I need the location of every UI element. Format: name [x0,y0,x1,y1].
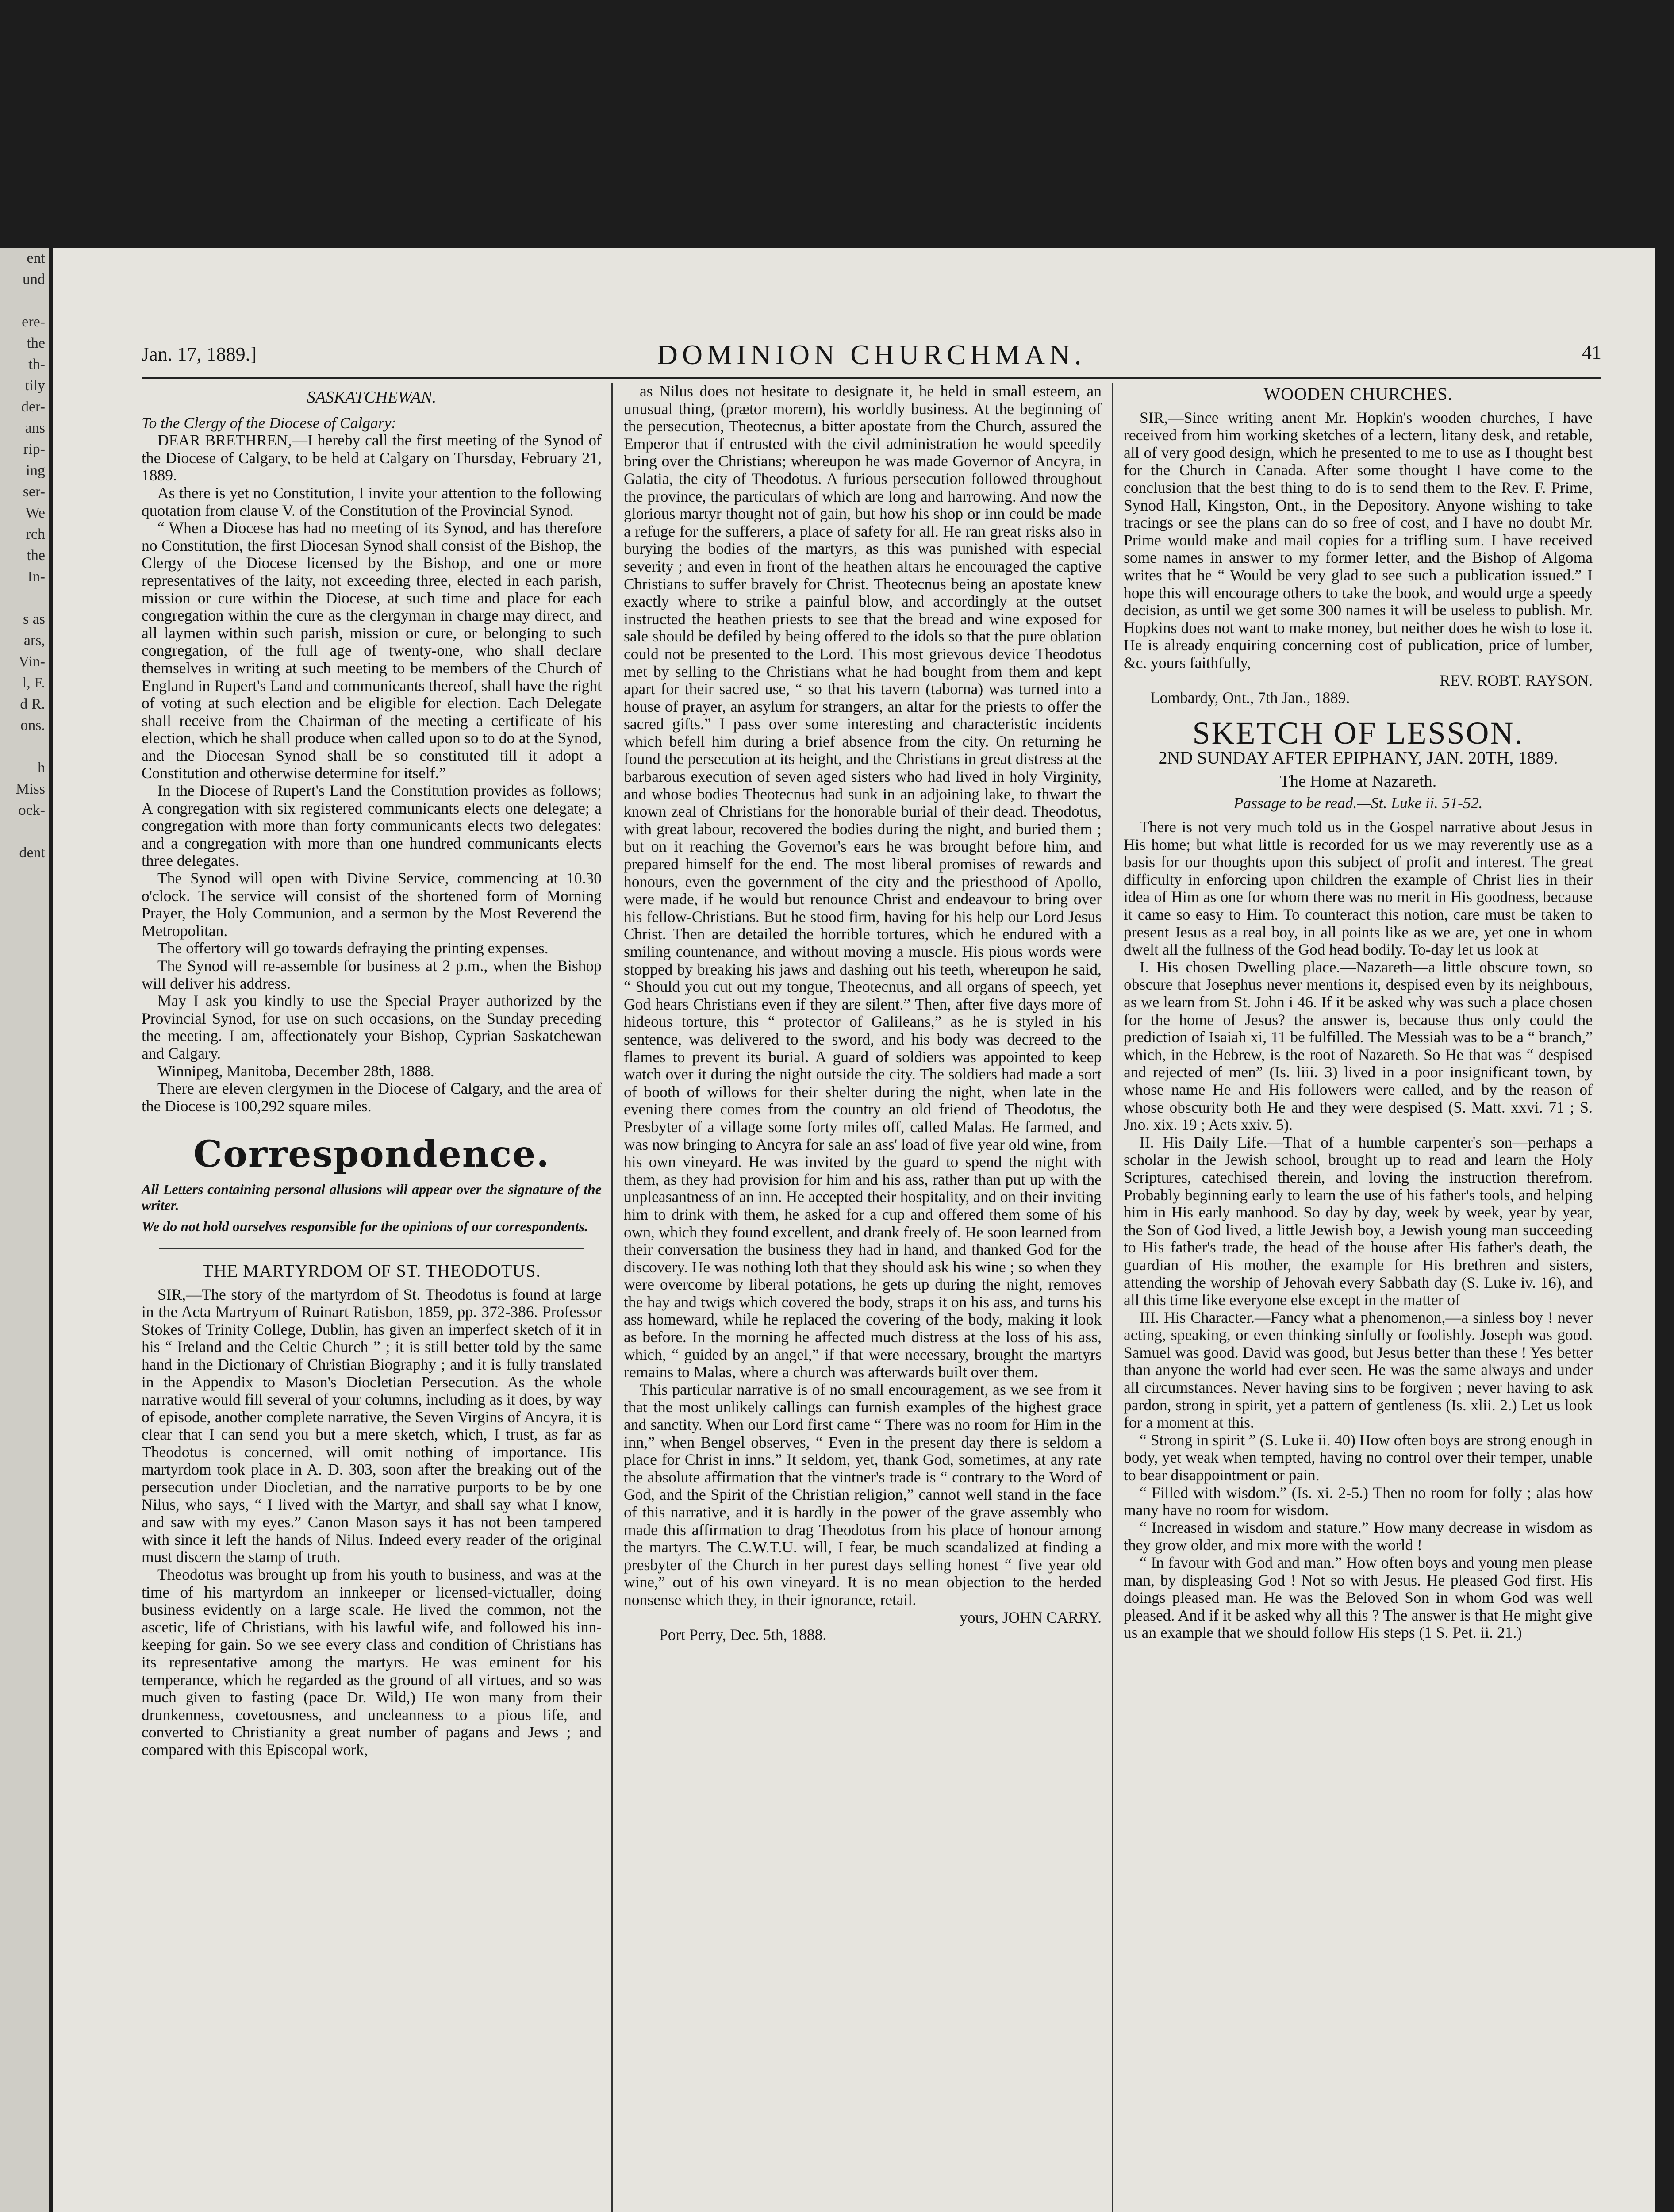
paragraph: In the Diocese of Rupert's Land the Constitution provides as follows; A congregation with six registered communicants elects one delegate; a congregation with more than forty communicants elects two delegates: and a congregation with more than one hundred communicants elects three delegates. [142,782,602,870]
paragraph: “ When a Diocese has had no meeting of its Synod, and has therefore no Constitution, the first Diocesan Synod shall consist of the Bishop, the Clergy of the Diocese licensed by the Bishop, and one or more representatives of the laity, not exceeding three, elected in each parish, mission or cure within the Diocese, at such time and place for each congregation within the cure as the clergyman in charge may direct, and all laymen within such parish, mission or cure, or belonging to such congregation, of the full age of twenty-one, who shall declare themselves in writing at such meeting to be members of the Church of England in Rupert's Land and communicants thereof, shall have the right of voting at such election and be eligible for election. Each Delegate shall receive from the Chairman of the meeting a certificate of his election, which he shall produce when called upon so to do at the Synod, and the Diocesan Synod shall be so constituted till it adopt a Constitution and otherwise determine for itself.” [142,519,602,782]
lesson-title: The Home at Nazareth. [1279,772,1437,791]
column-divider [1112,383,1113,2212]
martyrdom-article-continued [624,383,1102,1609]
paragraph: “ Filled with wisdom.” (Is. xi. 2-5.) Then no room for folly ; alas how many have no room for wisdom. [1124,1483,1593,1519]
wooden-churches-heading: WOODEN CHURCHES. [1263,384,1453,404]
margin-fragment: s as [23,611,45,627]
margin-fragment [0,821,49,842]
paragraph: Winnipeg, Manitoba, December 28th, 1888. [157,1062,434,1080]
martyrdom-article [142,1286,602,1759]
margin-fragment: tily [25,377,45,394]
paragraph: “ Increased in wisdom and stature.” How many decrease in wisdom as they grow older, and mix more with the world ! [1124,1518,1593,1554]
margin-fragment: the [27,335,45,351]
page-number: 41 [1582,342,1601,363]
column-3 [1124,383,1593,1642]
margin-fragment: Miss [15,781,45,797]
section-heading-saskatchewan: SASKATCHEWAN. [307,388,437,407]
margin-fragment [0,588,49,609]
lesson-body [1124,818,1593,1642]
masthead-title: DOMINION CHURCHMAN. [657,339,1086,370]
wooden-churches-letter [1124,409,1593,672]
column-2 [624,383,1102,1644]
paragraph: SIR,—Since writing anent Mr. Hopkin's wooden churches, I have received from him working sketches of a lectern, litany desk, and retable, all of very good design, which he presented to me to use as I thought best for the Church in Canada. After some thought I have come to the conclusion that the best thing to do is to send them to the Rev. F. Prime, Synod Hall, Kingston, Ont., in the Depository. Anyone wishing to take tracings or see the plans can do so free of cost, and I have no doubt Mr. Prime would make and mail copies for a trifling sum. I have received some names in answer to my former letter, and the Bishop of Algoma writes that he “ Would be very glad to see such a publication issued.” I hope this will encourage others to take the book, and would urge a speedy decision, as until we get some 300 names it will be useless to publish. Mr. Hopkins does not want to make money, but neither does he wish to lose it. He is already enquiring concerning cost of publication, price of lumber, &c. yours faithfully, [1124,408,1593,672]
paragraph: There is not very much told us in the Gospel narrative about Jesus in His home; but what little is recorded for us we may reverently use as a basis for our thoughts upon this subject of profit and interest. The great difficulty in enforcing upon children the example of Christ lies in their idea of Him as one for whom there was no merit in His goodness, because it came so easy to Him. To counteract this notion, care must be taken to present Jesus as a real boy, in all points like as we are, yet one in whom dwelt all the fullness of the God head bodily. To-day let us look at [1124,818,1593,959]
margin-fragment: ock- [18,802,45,818]
dateline: Port Perry, Dec. 5th, 1888. [659,1626,827,1644]
margin-fragment: We [25,505,45,521]
margin-fragment: th- [28,356,45,373]
signature: yours, JOHN CARRY. [960,1608,1102,1626]
martyrdom-heading: THE MARTYRDOM OF ST. THEODOTUS. [202,1260,541,1281]
margin-fragment: ars, [23,632,45,649]
paragraph: III. His Character.—Fancy what a phenomenon,—a sinless boy ! never acting, speaking, or even thinking sinfully or foolishly. Joseph was good. Samuel was good. David was good, but Jesus better than these ! Yes better than anyone the world had ever seen. He was the same always and under all circumstances. Never having sins to be forgiven ; never having to ask pardon, strong in spirit, yet a pattern of gentleness (Is. xlii. 2.) Let us look for a moment at this. [1124,1308,1593,1432]
correspondence-notice: All Letters containing personal allusions will appear over the signature of the writer. [142,1181,602,1213]
paragraph: This particular narrative is of no small encouragement, as we see from it that the most unlikely callings can furnish examples of the highest grace and sanctity. When our Lord first came “ There was no room for Him in the inn,” when Bengel observes, “ Even in the present day there is seldom a place for Christ in inns.” It seldom, yet, thank God, sometimes, at any rate the absolute affirmation that the vintner's trade is “ contrary to the Word of God, and the Spirit of the Christian religion,” cannot well stand in the face of this narrative, and it is hardly in the power of the grave assembly who made this affirmation to drag Theodotus from his place of honour among the martyrs. The C.W.T.U. will, I fear, be much scandalized at finding a presbyter of the Church in her purest days selling honest “ five year old wine,” out of his own vineyard. It is no mean objection to the herded nonsense which they, in their ignorance, retail. [624,1380,1102,1609]
paragraph: The Synod will open with Divine Service, commencing at 10.30 o'clock. The service will consist of the shortened form of Morning Prayer, the Holy Communion, and a sermon by the Most Reverend the Metropolitan. [142,869,602,940]
adjacent-page-margin [0,248,49,2212]
margin-fragment: dent [19,845,45,861]
paragraph: SIR,—The story of the martyrdom of St. Theodotus is found at large in the Acta Martryum of Ruinart Ratisbon, 1859, pp. 372-386. Professor Stokes of Trinity College, Dublin, has given an imperfect sketch of it in his “ Ireland and the Celtic Church ” ; it is still better told by the same hand in the Dictionary of Christian Biography ; and it is fully translated in the Appendix to Mason's Diocletian Persecution. As the whole narrative would fill several of your columns, including as it does, by way of episode, another complete narrative, the Seven Virgins of Ancyra, it is clear that I can send you but a mere sketch, which, I trust, as far as Theodotus is concerned, will omit nothing of importance. His martyrdom took place in A. D. 303, soon after the breaking out of the persecution under Diocletian, and the narrative purports to be by one Nilus, who says, “ I lived with the Martyr, and shall say what I know, and saw with my eyes.” Canon Mason says it has not been tampered with since it left the hands of Nilus. Indeed every reader of the original must discern the stamp of truth. [142,1285,602,1566]
paragraph: as Nilus does not hesitate to designate it, he held in small esteem, an unusual thing, (prætor morem), his worldly business. At the beginning of the persecution, Theotecnus, a bitter apostate from the Church, assured the Emperor that if entrusted with the civil administration he would speedily bring over the Christians; whereupon he was made Governor of Ancyra, in Galatia, the city of Theodotus. A furious persecution followed throughout the province, the particulars of which are long and harrowing. And now the glorious martyr thought not of gain, but how his shop or inn could be made a refuge for the sufferers, a place of safety for all. He ran great risks also in burying the bodies of the martyrs, as this was punished with especial severity ; and even in front of the heathen altars he encouraged the captive Christians to suffer bravely for Christ. Theotecnus being an apostate knew exactly where to strike a painful blow, and accordingly at the outset instructed the heathen priests to see that the bread and wine exposed for sale should be defiled by being offered to the idols so that the pure oblation could not be presented to the Lord. This most grievous device Theodotus met by selling to the Christians what he had bought from them and kept apart for their sacred use, “ so that his tavern (taborna) was turned into a house of prayer, an asylum for strangers, an altar for the priests to offer the sacred gifts.” I pass over some interesting and characteristic incidents which befell him during a brief absence from the city. On returning he found the persecution at its height, and the Christians in great distress at the barbarous execution of seven aged sisters who had lived in holy Virginity, and whose bodies Theotecnus had sunk in an adjoining lake, to thwart the known zeal of Christians for the honorable burial of their dead. Theodotus, with great labour, recovered the bodies during the night, and buried them ; but on it reaching the Governor's ears he was brought before him, and prepared himself for the end. The most liberal promises of rewards and honours, even the government of the city and the priesthood of Apollo, were made, if he would but renounce Christ and endeavour to bring over his fellow-Christians. But he stood firm, having for his help our Lord Jesus Christ. Then are detailed the horrible tortures, which he endured with a smiling countenance, and without moving a muscle. His pious words were stopped by breaking his jaws and dashing out his teeth, whereupon he said, “ Should you cut out my tongue, Theotecnus, and all organs of speech, yet God hears Christians even if they are silent.” Then, after five days more of hideous torture, this “ protector of Galileans,” as he is styled in his sentence, was delivered to the sword, and his body was decreed to the flames to prevent its burial. A guard of soldiers was appointed to keep watch over it during the night outside the city. The soldiers had made a sort of booth of willows for their shelter during the night, when late in the evening there comes from the country an old friend of Theodotus, the Presbyter of a village some forty miles off, called Malas. He farmed, and was now bringing to Ancyra for sale an ass' load of five year old wine, from his own vineyard. He was invited by the guard to spend the night with them, as they had provision for him and his ass, rather than put up with the unpleasantness of an inn. He accepted their hospitality, and on their inviting him to drink with them, he asked for a cup and offered them some of his own, which they found excellent, and drank freely of. He soon learned from their conversation the business they had in hand, and thanked God for the discovery. He was nothing loth that they should ask his wine ; so when they were overcome by liberal potations, he gets up during the night, removes the hay and twigs which covered the body, straps it on his ass, and turns his ass homeward, while he replaced the covering of the body, making it look as before. In the morning he affected much distress at the loss of his ass, which, “ guided by an angel,” if that were necessary, brought the martyrs remains to Malas, where a church was afterwards built over them. [624,382,1102,1381]
margin-fragment: In- [27,568,45,585]
lesson-subheading: 2ND SUNDAY AFTER EPIPHANY, JAN. 20TH, 1889. [1158,748,1558,768]
column-divider [611,383,613,2212]
dateline: Lombardy, Ont., 7th Jan., 1889. [1150,689,1350,707]
margin-fragment: ser- [23,484,45,500]
column-1 [142,383,602,1759]
margin-fragment: ere- [22,314,45,330]
margin-fragment: d R. [20,696,45,712]
paragraph: The offertory will go towards defraying the printing expenses. [157,939,549,957]
paragraph: Theodotus was brought up from his youth to business, and was at the time of his martyrdom an innkeeper or licensed-victualler, doing business evidently on a large scale. He lived the common, not the ascetic, life of Christians, with his lawful wife, and followed his inn-keeping for gain. So we see every class and condition of Christians has its representative among the martyrs. He was eminent for his temperance, which he regarded as the ground of all virtues, and so was much given to fasting (pace Dr. Wild,) He won many from their drunkenness, covetousness, and uncleanness to a pious life, and converted to Christianity a great number of pagans and Jews ; and compared with this Episcopal work, [142,1566,602,1759]
paragraph: DEAR BRETHREN,—I hereby call the first meeting of the Synod of the Diocese of Calgary, to be held at Calgary on Thursday, February 21, 1889. [142,431,602,484]
margin-fragment: l, F. [22,675,45,691]
margin-fragment: der- [21,399,45,415]
margin-fragment: und [23,271,45,288]
paragraph: II. His Daily Life.—That of a humble carpenter's son—perhaps a scholar in the Jewish school, brought up to read and learn the Holy Scriptures, catechised therein, and loving the instruction therefrom. Probably beginning early to learn the use of his father's tools, and helping him in His early manhood. So day by day, week by week, year by year, the Son of God lived, a little Jewish boy, a Jewish young man succeeding to His father's trade, the head of the house after His father's death, the guardian of His mother, the example for His brethren and sisters, attending the worship of Jehovah every Sabbath day (S. Luke iv. 16), and all this time like everyone else except in the matter of [1124,1133,1593,1309]
margin-fragment [0,290,49,311]
divider [159,1248,584,1249]
margin-fragment: ons. [20,717,45,733]
margin-fragment: ans [25,420,45,436]
paragraph: May I ask you kindly to use the Special Prayer authorized by the Provincial Synod, for use on such occasions, on the Sunday preceding the meeting. I am, affectionately your Bishop, Cyprian Saskatchewan and Calgary. [142,992,602,1062]
paragraph: As there is yet no Constitution, I invite your attention to the following quotation from clause V. of the Constitution of the Provincial Synod. [142,484,602,519]
newspaper-page [53,248,1655,2212]
paragraph: “ In favour with God and man.” How often boys and young men please man, by displeasing God ! Not so with Jesus. He pleased God first. His doings pleased man. He was the Beloved Son in whom God was well pleased. And if it be asked why all this ? The answer is that He might give us an example that we should follow His steps (1 S. Pet. ii. 21.) [1124,1554,1593,1642]
issue-date: Jan. 17, 1889.] [142,343,257,365]
correspondence-notice: We do not hold ourselves responsible for the opinions of our correspondents. [142,1218,588,1234]
lesson-passage: Passage to be read.—St. Luke ii. 51-52. [1233,794,1483,812]
signature: REV. ROBT. RAYSON. [1440,671,1593,689]
sketch-of-lesson-heading: SKETCH OF LESSON. [1192,715,1524,751]
margin-fragment: ing [26,462,45,479]
paragraph: There are eleven clergymen in the Diocese of Calgary, and the area of the Diocese is 100,292 square miles. [142,1079,602,1115]
margin-fragment: rip- [23,441,45,457]
header-rule [142,377,1601,379]
paragraph: The Synod will re-assemble for business at 2 p.m., when the Bishop will deliver his address. [142,957,602,992]
saskatchewan-article [142,432,602,1115]
paragraph: I. His chosen Dwelling place.—Nazareth—a little obscure town, so obscure that Josephus never mentions it, despised even by its neighbours, as we learn from St. John i 46. If it be asked why was such a place chosen for the home of Jesus? the answer is, because thus only could the prediction of Isaiah xi, 11 be fulfilled. The Messiah was to be a “ branch,” which, in the Hebrew, is the root of Nazareth. So He that was “ despised and rejected of men” (Is. liii. 3) lived in a poor insignificant town, by whose name He and His followers were called, and by the reason of whose obscurity both He and they were despised (S. Matt. xxvi. 71 ; S. Jno. xix. 19 ; Acts xxiv. 5). [1124,958,1593,1134]
margin-fragment: rch [26,526,45,542]
correspondence-heading: Correspondence. [193,1133,550,1176]
margin-fragment: Vin- [18,653,45,670]
margin-fragment: h [38,760,45,776]
paragraph: “ Strong in spirit ” (S. Luke ii. 40) How often boys are strong enough in body, yet weak when tempted, having no control over their temper, unable to bear disappointment or pain. [1124,1431,1593,1484]
margin-fragment: the [27,547,45,564]
margin-fragment: ent [27,250,45,266]
salutation: To the Clergy of the Diocese of Calgary: [142,414,397,432]
margin-fragment [0,736,49,757]
page-header [142,338,1601,374]
